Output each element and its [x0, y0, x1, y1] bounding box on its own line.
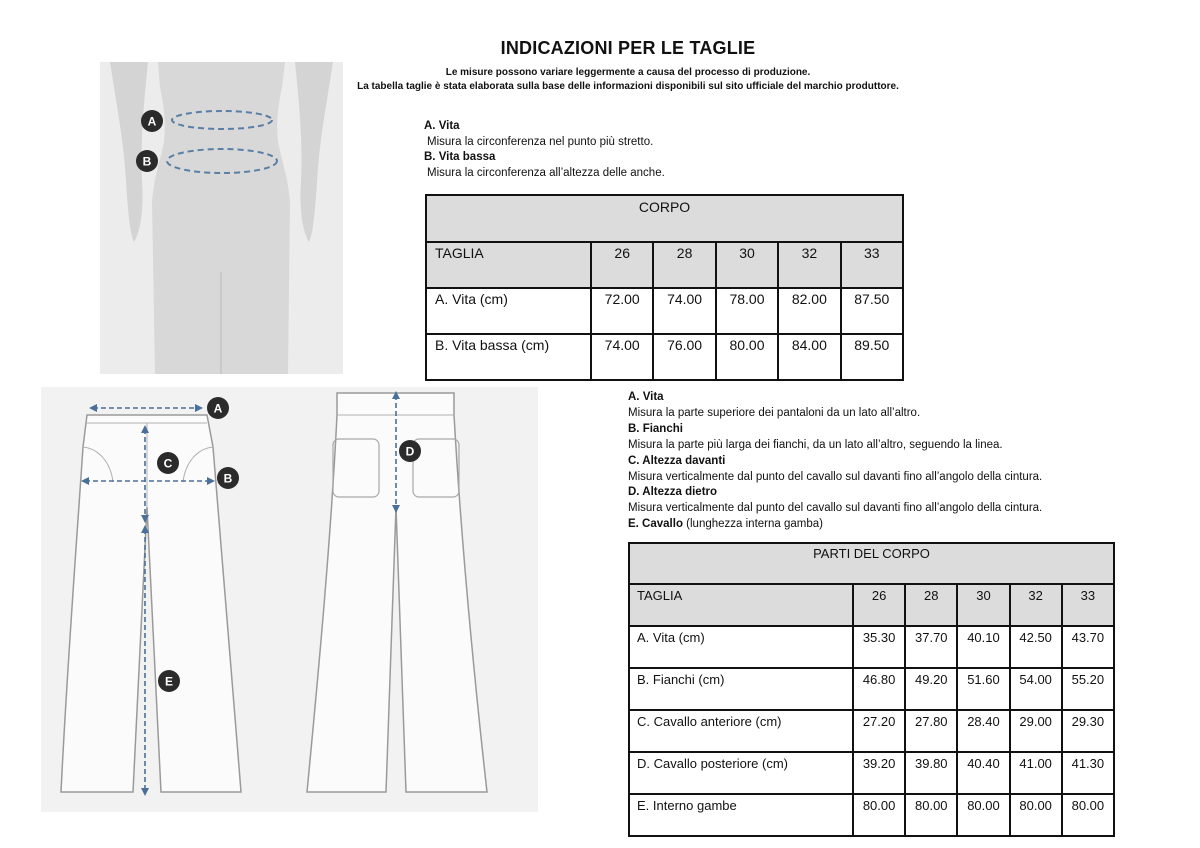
production-note: Le misure possono variare leggermente a causa del processo di produzione.: [445, 67, 811, 78]
table-caption: CORPO: [426, 195, 903, 242]
svg-text:E: E: [164, 674, 174, 689]
table-cell: 39.20: [853, 752, 905, 794]
definition-text: Misura verticalmente dal punto del cavallo sul davanti fino all’angolo della cintura.: [628, 470, 1043, 483]
table-caption: PARTI DEL CORPO: [629, 543, 1114, 584]
row-label: A. Vita (cm): [426, 288, 591, 334]
table-cell: 55.20: [1062, 668, 1114, 710]
row-label: B. Vita bassa (cm): [426, 334, 591, 380]
page-title: INDICAZIONI PER LE TAGLIE: [500, 38, 756, 58]
size-label: TAGLIA: [426, 242, 591, 288]
definition-term: C. Altezza davanti: [628, 454, 726, 467]
svg-text:C: C: [163, 456, 173, 471]
row-label: E. Interno gambe: [629, 794, 853, 836]
definition-term: B. Fianchi: [628, 422, 683, 435]
table-cell: 42.50: [1010, 626, 1062, 668]
row-label: C. Cavallo anteriore (cm): [629, 710, 853, 752]
table-cell: 40.10: [957, 626, 1009, 668]
table-cell: 80.00: [1010, 794, 1062, 836]
table-cell: 29.30: [1062, 710, 1114, 752]
definition-term: A. Vita: [424, 120, 460, 132]
definition-term: A. Vita: [628, 391, 664, 403]
table-cell: 80.00: [957, 794, 1009, 836]
body-size-table: [425, 194, 904, 381]
garment-size-table: [628, 542, 1115, 837]
row-label: B. Fianchi (cm): [629, 668, 853, 710]
definition-text: Misura la circonferenza nel punto più stretto.: [427, 135, 654, 148]
size-label: TAGLIA: [629, 584, 853, 626]
size-header: 32: [1010, 584, 1062, 626]
svg-text:A: A: [213, 401, 223, 416]
size-header: 26: [853, 584, 905, 626]
table-cell: 35.30: [853, 626, 905, 668]
svg-text:B: B: [223, 471, 233, 486]
pants-measurement-figure: [41, 387, 538, 812]
table-cell: 89.50: [841, 334, 903, 380]
definition-text: Misura la parte superiore dei pantaloni da un lato all’altro.: [628, 406, 921, 419]
table-row: [629, 794, 1114, 836]
table-cell: 46.80: [853, 668, 905, 710]
size-header: 33: [841, 242, 903, 288]
size-header: 32: [778, 242, 840, 288]
table-cell: 84.00: [778, 334, 840, 380]
size-header: 33: [1062, 584, 1114, 626]
marker-c-icon: [157, 452, 179, 474]
table-cell: 49.20: [905, 668, 957, 710]
table-cell: 80.00: [1062, 794, 1114, 836]
size-header: 30: [957, 584, 1009, 626]
table-row: [629, 626, 1114, 668]
table-cell: 27.20: [853, 710, 905, 752]
size-header: 28: [905, 584, 957, 626]
table-cell: 87.50: [841, 288, 903, 334]
table-cell: 41.00: [1010, 752, 1062, 794]
table-cell: 74.00: [591, 334, 653, 380]
table-cell: 82.00: [778, 288, 840, 334]
source-note: La tabella taglie è stata elaborata sulla base delle informazioni disponibili sul sito ufficiale del marchio produttore.: [357, 81, 899, 92]
table-row: [629, 710, 1114, 752]
table-cell: 29.00: [1010, 710, 1062, 752]
garment-definitions: [628, 390, 1148, 533]
marker-e-icon: [158, 670, 180, 692]
table-row: [426, 288, 903, 334]
definition-text: Misura la circonferenza all’altezza delle anche.: [427, 166, 665, 179]
definition-text: Misura la parte più larga dei fianchi, da un lato all’altro, seguendo la linea.: [628, 438, 1003, 451]
table-cell: 37.70: [905, 626, 957, 668]
definition-term: B. Vita bassa: [424, 151, 496, 163]
definition-term: E. Cavallo: [628, 518, 683, 531]
table-cell: 39.80: [905, 752, 957, 794]
table-cell: 76.00: [653, 334, 715, 380]
table-row: [426, 334, 903, 380]
table-row: [629, 752, 1114, 794]
table-cell: 27.80: [905, 710, 957, 752]
body-definitions: [424, 119, 904, 181]
table-cell: 28.40: [957, 710, 1009, 752]
table-cell: 80.00: [716, 334, 778, 380]
table-cell: 51.60: [957, 668, 1009, 710]
table-cell: 78.00: [716, 288, 778, 334]
table-cell: 80.00: [853, 794, 905, 836]
body-measurement-figure: [100, 62, 343, 374]
svg-text:D: D: [405, 444, 415, 459]
table-cell: 40.40: [957, 752, 1009, 794]
size-header: 26: [591, 242, 653, 288]
size-header: 30: [716, 242, 778, 288]
table-cell: 74.00: [653, 288, 715, 334]
size-header: 28: [653, 242, 715, 288]
table-row: [629, 668, 1114, 710]
svg-text:A: A: [147, 114, 157, 129]
table-cell: 41.30: [1062, 752, 1114, 794]
marker-a-icon: [141, 110, 163, 132]
svg-text:B: B: [142, 154, 152, 169]
marker-a-icon: [207, 397, 229, 419]
marker-b-icon: [136, 150, 158, 172]
definition-text: (lunghezza interna gamba): [686, 518, 823, 531]
table-cell: 72.00: [591, 288, 653, 334]
definition-text: Misura verticalmente dal punto del cavallo sul davanti fino all’angolo della cintura.: [628, 502, 1043, 515]
table-cell: 43.70: [1062, 626, 1114, 668]
definition-term: D. Altezza dietro: [628, 486, 718, 499]
table-cell: 54.00: [1010, 668, 1062, 710]
table-cell: 80.00: [905, 794, 957, 836]
marker-d-icon: [399, 440, 421, 462]
row-label: D. Cavallo posteriore (cm): [629, 752, 853, 794]
row-label: A. Vita (cm): [629, 626, 853, 668]
marker-b-icon: [217, 467, 239, 489]
